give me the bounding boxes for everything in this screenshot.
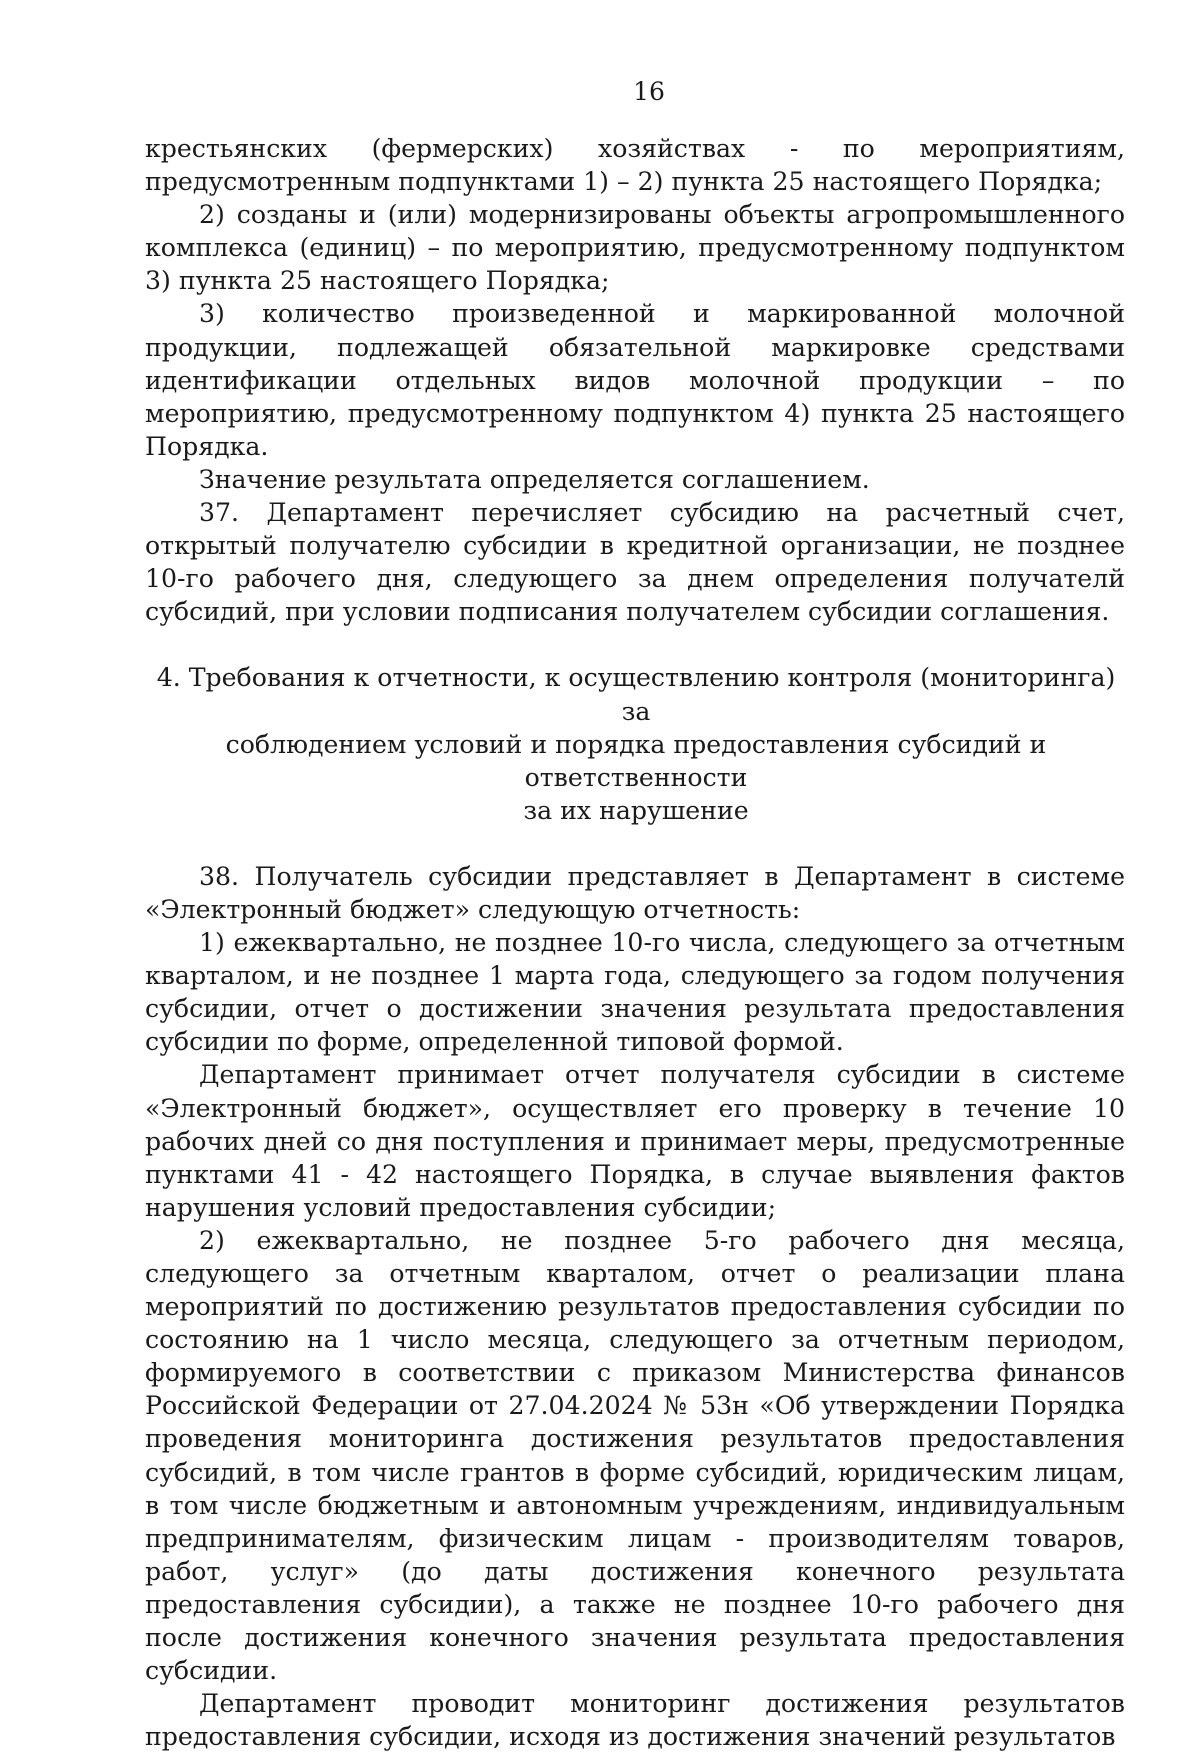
document-page	[145, 72, 1125, 1753]
paragraph: 2) ежеквартально, не позднее 5-го рабочего дня месяца, следующего за отчетным кварталом, отчет о реализации плана мероприятий по достижению результатов предоставления субсидии по состоянию на 1 число месяца, следующего за отчетным периодом, формируемого в соответствии с приказом Министерства финансов Российской Федерации от 27.04.2024 № 53н «Об утверждении Порядка проведения мониторинга достижения результатов предоставления субсидий, в том числе грантов в форме субсидий, юридическим лицам, в том числе бюджетным и автономным учреждениям, индивидуальным предпринимателям, физическим лицам - производителям товаров, работ, услуг» (до даты достижения конечного результата предоставления субсидии), а также не позднее 10-го рабочего дня после достижения конечного значения результата предоставления субсидии.	[145, 1225, 1125, 1686]
text-block-after-heading	[145, 860, 1125, 1753]
paragraph: Департамент проводит мониторинг достижения результатов предоставления субсидии, исходя из достижения значений результатов	[145, 1689, 1125, 1752]
paragraph: Департамент принимает отчет получателя субсидии в системе «Электронный бюджет», осуществляет его проверку в течение 10 рабочих дней со дня поступления и принимает меры, предусмотренные пунктами 41 - 42 настоящего Порядка, в случае выявления фактов нарушения условий предоставления субсидии;	[145, 1060, 1125, 1222]
text-block-before-heading	[145, 132, 1125, 628]
section-heading-line: 4. Требования к отчетности, к осуществлению контроля (мониторинга) за	[156, 663, 1116, 726]
paragraph: Значение результата определяется соглашением.	[199, 464, 870, 494]
paragraph: 38. Получатель субсидии представляет в Департамент в системе «Электронный бюджет» следующую отчетность:	[145, 861, 1125, 924]
page-number: 16	[633, 77, 665, 106]
paragraph: 1) ежеквартально, не позднее 10-го числа, следующего за отчетным кварталом, и не позднее 1 марта года, следующего за годом получения субсидии, отчет о достижении значения результата предоставления субсидии по форме, определенной типовой формой.	[145, 928, 1125, 1057]
section-heading-line: за их нарушение	[523, 795, 749, 825]
section-heading-line: соблюдением условий и порядка предоставления субсидий и ответственности	[225, 729, 1047, 792]
paragraph: крестьянских (фермерских) хозяйствах - по мероприятиям, предусмотренным подпунктами 1) – 2) пункта 25 настоящего Порядка;	[145, 134, 1125, 197]
paragraph: 37. Департамент перечисляет субсидию на расчетный счет, открытый получателю субсидии в кредитной организации, не позднее 10-го рабочего дня, следующего за днем определения получателй субсидий, при условии подписания получателем субсидии соглашения.	[145, 498, 1125, 627]
section-heading	[145, 661, 1125, 826]
paragraph: 3) количество произведенной и маркированной молочной продукции, подлежащей обязательной маркировке средствами идентификации отдельных видов молочной продукции – по мероприятию, предусмотренному подпунктом 4) пункта 25 настоящего Порядка.	[145, 299, 1125, 461]
paragraph: 2) созданы и (или) модернизированы объекты агропромышленного комплекса (единиц) – по мероприятию, предусмотренному подпунктом 3) пункта 25 настоящего Порядка;	[145, 200, 1125, 296]
